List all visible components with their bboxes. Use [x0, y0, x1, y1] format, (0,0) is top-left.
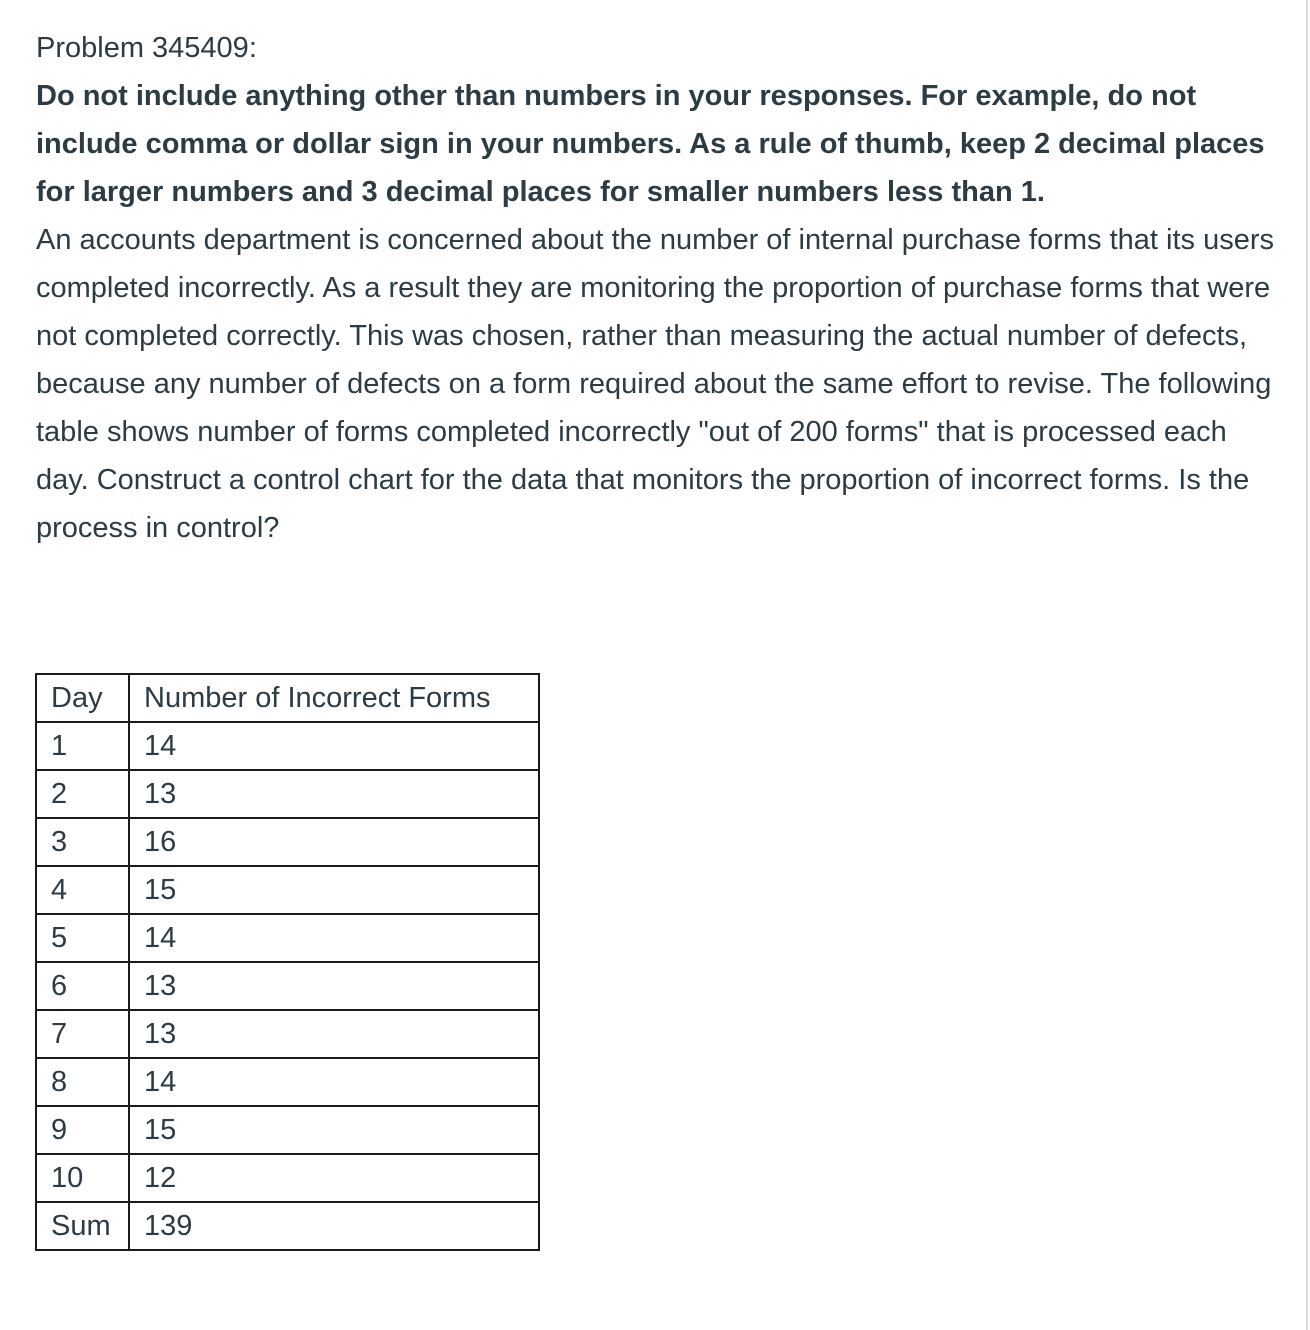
count-cell: 14 [129, 722, 539, 770]
header-incorrect-forms: Number of Incorrect Forms [129, 674, 539, 722]
table-row [36, 1058, 539, 1106]
table-row [36, 1106, 539, 1154]
table-row [36, 1010, 539, 1058]
table-row [36, 866, 539, 914]
sum-label-cell: Sum [36, 1202, 129, 1250]
count-cell: 14 [129, 1058, 539, 1106]
incorrect-forms-table [35, 673, 540, 1251]
table-row [36, 914, 539, 962]
day-cell: 2 [36, 770, 129, 818]
table-sum-row [36, 1202, 539, 1250]
day-cell: 9 [36, 1106, 129, 1154]
problem-statement: An accounts department is concerned about the number of internal purchase forms that its users completed incorrectly. As a result they are monitoring the proportion of purchase forms that were not completed correctly. This was chosen, rather than measuring the actual number of defects, because any number of defects on a form required about the same effort to revise. The following table shows number of forms completed incorrectly "out of 200 forms" that is processed each day. Construct a control chart for the data that monitors the proportion of incorrect forms. Is the process in control? [36, 224, 1275, 544]
day-cell: 4 [36, 866, 129, 914]
count-cell: 13 [129, 1010, 539, 1058]
table-row [36, 770, 539, 818]
table-row [36, 962, 539, 1010]
table-row [36, 818, 539, 866]
problem-content [36, 24, 1276, 552]
count-cell: 16 [129, 818, 539, 866]
table-row [36, 722, 539, 770]
count-cell: 15 [129, 1106, 539, 1154]
count-cell: 14 [129, 914, 539, 962]
day-cell: 5 [36, 914, 129, 962]
day-cell: 1 [36, 722, 129, 770]
day-cell: 10 [36, 1154, 129, 1202]
sum-value-cell: 139 [129, 1202, 539, 1250]
day-cell: 3 [36, 818, 129, 866]
table-row [36, 1154, 539, 1202]
table-header-row [36, 674, 539, 722]
count-cell: 12 [129, 1154, 539, 1202]
day-cell: 6 [36, 962, 129, 1010]
instructions-text: Do not include anything other than numbers in your responses. For example, do not include comma or dollar sign in your numbers. As a rule of thumb, keep 2 decimal places for larger numbers and 3 decimal places for smaller numbers less than 1. [36, 80, 1265, 208]
problem-title: Problem 345409: [36, 32, 257, 64]
count-cell: 15 [129, 866, 539, 914]
day-cell: 8 [36, 1058, 129, 1106]
count-cell: 13 [129, 770, 539, 818]
page-edge-divider [1306, 0, 1308, 1330]
count-cell: 13 [129, 962, 539, 1010]
header-day: Day [36, 674, 129, 722]
day-cell: 7 [36, 1010, 129, 1058]
